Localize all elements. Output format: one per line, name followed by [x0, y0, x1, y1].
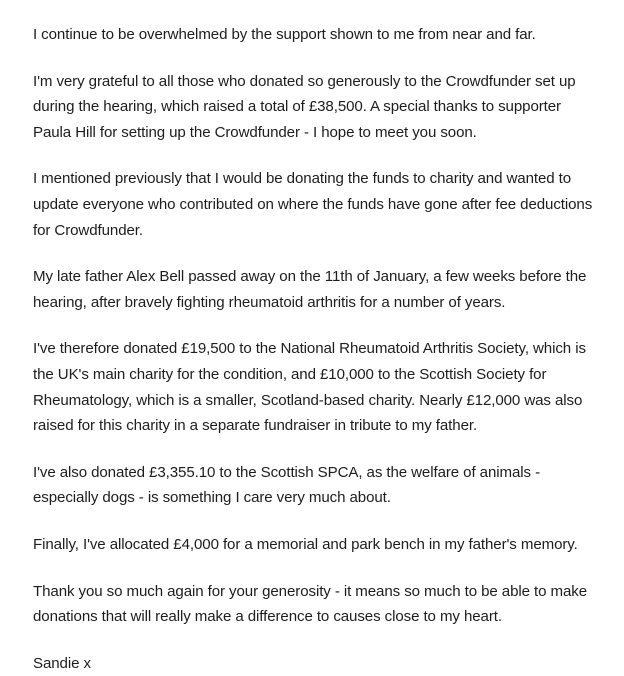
statement-paragraph-1: I continue to be overwhelmed by the support shown to me from near and far.	[33, 26, 536, 43]
statement-paragraph-4: My late father Alex Bell passed away on the 11th of January, a few weeks before the hearing, after bravely fighting rheumatoid arthritis for a number of years.	[33, 268, 587, 311]
statement-paragraph-2: I'm very grateful to all those who donated so generously to the Crowdfunder set up during the hearing, which raised a total of £38,500. A special thanks to supporter Paula Hill for setting up the Crowdfunder - I hope to meet you soon.	[33, 72, 576, 141]
statement-paragraph-6: I've also donated £3,355.10 to the Scottish SPCA, as the welfare of animals - especially dogs - is something I care very much about.	[33, 463, 540, 507]
statement-paragraph-7: Finally, I've allocated £4,000 for a memorial and park bench in my father's memory.	[33, 535, 578, 553]
statement-paragraph-3: I mentioned previously that I would be donating the funds to charity and wanted to update everyone who contributed on where the funds have gone after fee deductions for Crowdfunder.	[33, 170, 593, 239]
statement-paragraph-5: I've therefore donated £19,500 to the National Rheumatoid Arthritis Society, which is the UK's main charity for the condition, and £10,000 to the Scottish Society for Rheumatology, which is a smaller, Scotland-based charity. Nearly £12,000 was also raised for this charity in a separate fundraiser in tribute to my father.	[33, 340, 586, 435]
statement-paragraph-8: Thank you so much again for your generosity - it means so much to be able to make donations that will really make a difference to causes close to my heart.	[33, 582, 588, 626]
statement-text-body	[33, 22, 595, 676]
statement-signature: Sandie x	[33, 654, 91, 672]
